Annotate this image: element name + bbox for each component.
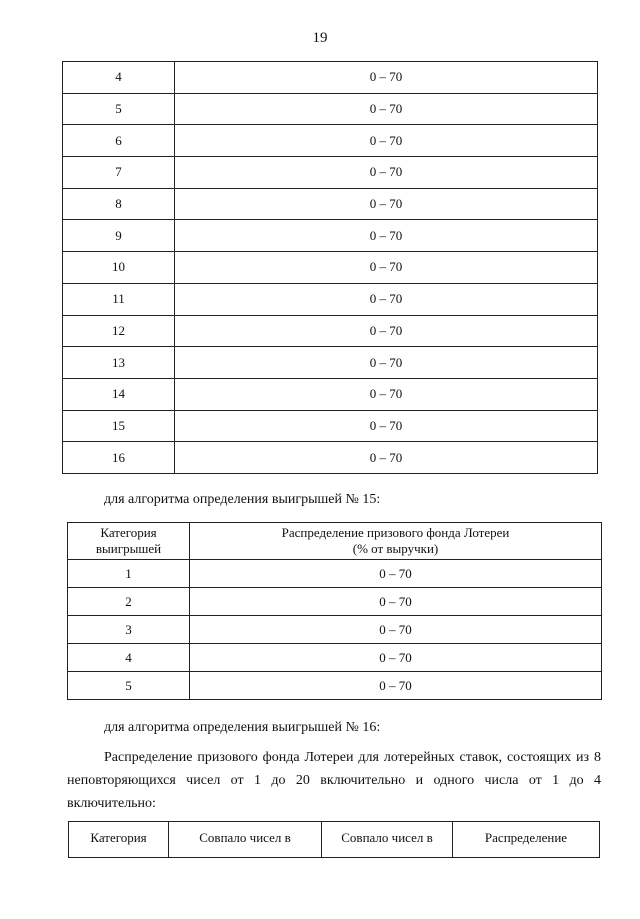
header-matched-numbers-1: Совпало чисел в	[169, 822, 322, 858]
category-cell: 6	[63, 125, 175, 157]
table-row	[68, 616, 602, 644]
category-cell: 5	[63, 93, 175, 125]
distribution-cell: 0 – 70	[175, 157, 598, 189]
category-cell: 10	[63, 252, 175, 284]
table-row	[63, 188, 598, 220]
table-row	[63, 315, 598, 347]
table-row	[68, 644, 602, 672]
table-row	[63, 378, 598, 410]
header-category-line2: выигрышей	[95, 541, 162, 556]
table-row	[63, 252, 598, 284]
category-cell: 8	[63, 188, 175, 220]
algorithm-16-description: Распределение призового фонда Лотереи для лотерейных ставок, состоящих из 8 неповторяющихся чисел от 1 до 20 включительно и одного числа от 1 до 4 включительно:	[67, 750, 601, 811]
category-cell: 3	[68, 616, 190, 644]
table-row	[68, 560, 602, 588]
page-number: 19	[312, 30, 328, 46]
table-row	[63, 442, 598, 474]
header-distribution-line2: (% от выручки)	[352, 541, 439, 556]
header-category-line1: Категория	[100, 525, 157, 540]
distribution-cell: 0 – 70	[175, 410, 598, 442]
table2-body	[68, 523, 602, 700]
table-row	[68, 588, 602, 616]
table-row	[63, 157, 598, 189]
table-row	[63, 125, 598, 157]
distribution-cell: 0 – 70	[175, 252, 598, 284]
prize-distribution-table-continued	[62, 61, 598, 474]
distribution-cell: 0 – 70	[190, 588, 602, 616]
distribution-cell: 0 – 70	[175, 220, 598, 252]
category-cell: 11	[63, 283, 175, 315]
category-cell: 13	[63, 347, 175, 379]
distribution-cell: 0 – 70	[175, 315, 598, 347]
distribution-cell: 0 – 70	[175, 62, 598, 94]
header-distribution: Распределение	[453, 822, 600, 858]
table-header-row	[69, 822, 600, 858]
category-cell: 2	[68, 588, 190, 616]
distribution-cell: 0 – 70	[175, 125, 598, 157]
distribution-cell: 0 – 70	[175, 378, 598, 410]
distribution-cell: 0 – 70	[175, 188, 598, 220]
header-distribution	[190, 523, 602, 560]
table-row	[63, 347, 598, 379]
distribution-cell: 0 – 70	[175, 347, 598, 379]
header-category: Категория	[69, 822, 169, 858]
table-header-row	[68, 523, 602, 560]
table-row	[63, 410, 598, 442]
category-cell: 4	[68, 644, 190, 672]
category-cell: 1	[68, 560, 190, 588]
table1-body	[63, 62, 598, 474]
category-cell: 5	[68, 672, 190, 700]
distribution-cell: 0 – 70	[190, 672, 602, 700]
header-category	[68, 523, 190, 560]
category-cell: 12	[63, 315, 175, 347]
distribution-cell: 0 – 70	[190, 644, 602, 672]
header-matched-numbers-2: Совпало чисел в	[322, 822, 453, 858]
category-cell: 15	[63, 410, 175, 442]
algorithm-16-heading: для алгоритма определения выигрышей № 16:	[104, 720, 381, 735]
category-cell: 9	[63, 220, 175, 252]
category-cell: 14	[63, 378, 175, 410]
table-row	[63, 220, 598, 252]
distribution-cell: 0 – 70	[175, 283, 598, 315]
distribution-cell: 0 – 70	[175, 93, 598, 125]
algorithm-15-heading: для алгоритма определения выигрышей № 15:	[104, 492, 381, 507]
category-cell: 4	[63, 62, 175, 94]
prize-distribution-table-algorithm-16	[68, 821, 600, 858]
header-distribution-line1: Распределение призового фонда Лотереи	[281, 525, 510, 540]
table-row	[63, 93, 598, 125]
table-row	[68, 672, 602, 700]
table-row	[63, 283, 598, 315]
distribution-cell: 0 – 70	[190, 560, 602, 588]
category-cell: 7	[63, 157, 175, 189]
category-cell: 16	[63, 442, 175, 474]
distribution-cell: 0 – 70	[190, 616, 602, 644]
prize-distribution-table-algorithm-15	[67, 522, 602, 700]
distribution-cell: 0 – 70	[175, 442, 598, 474]
table-row	[63, 62, 598, 94]
